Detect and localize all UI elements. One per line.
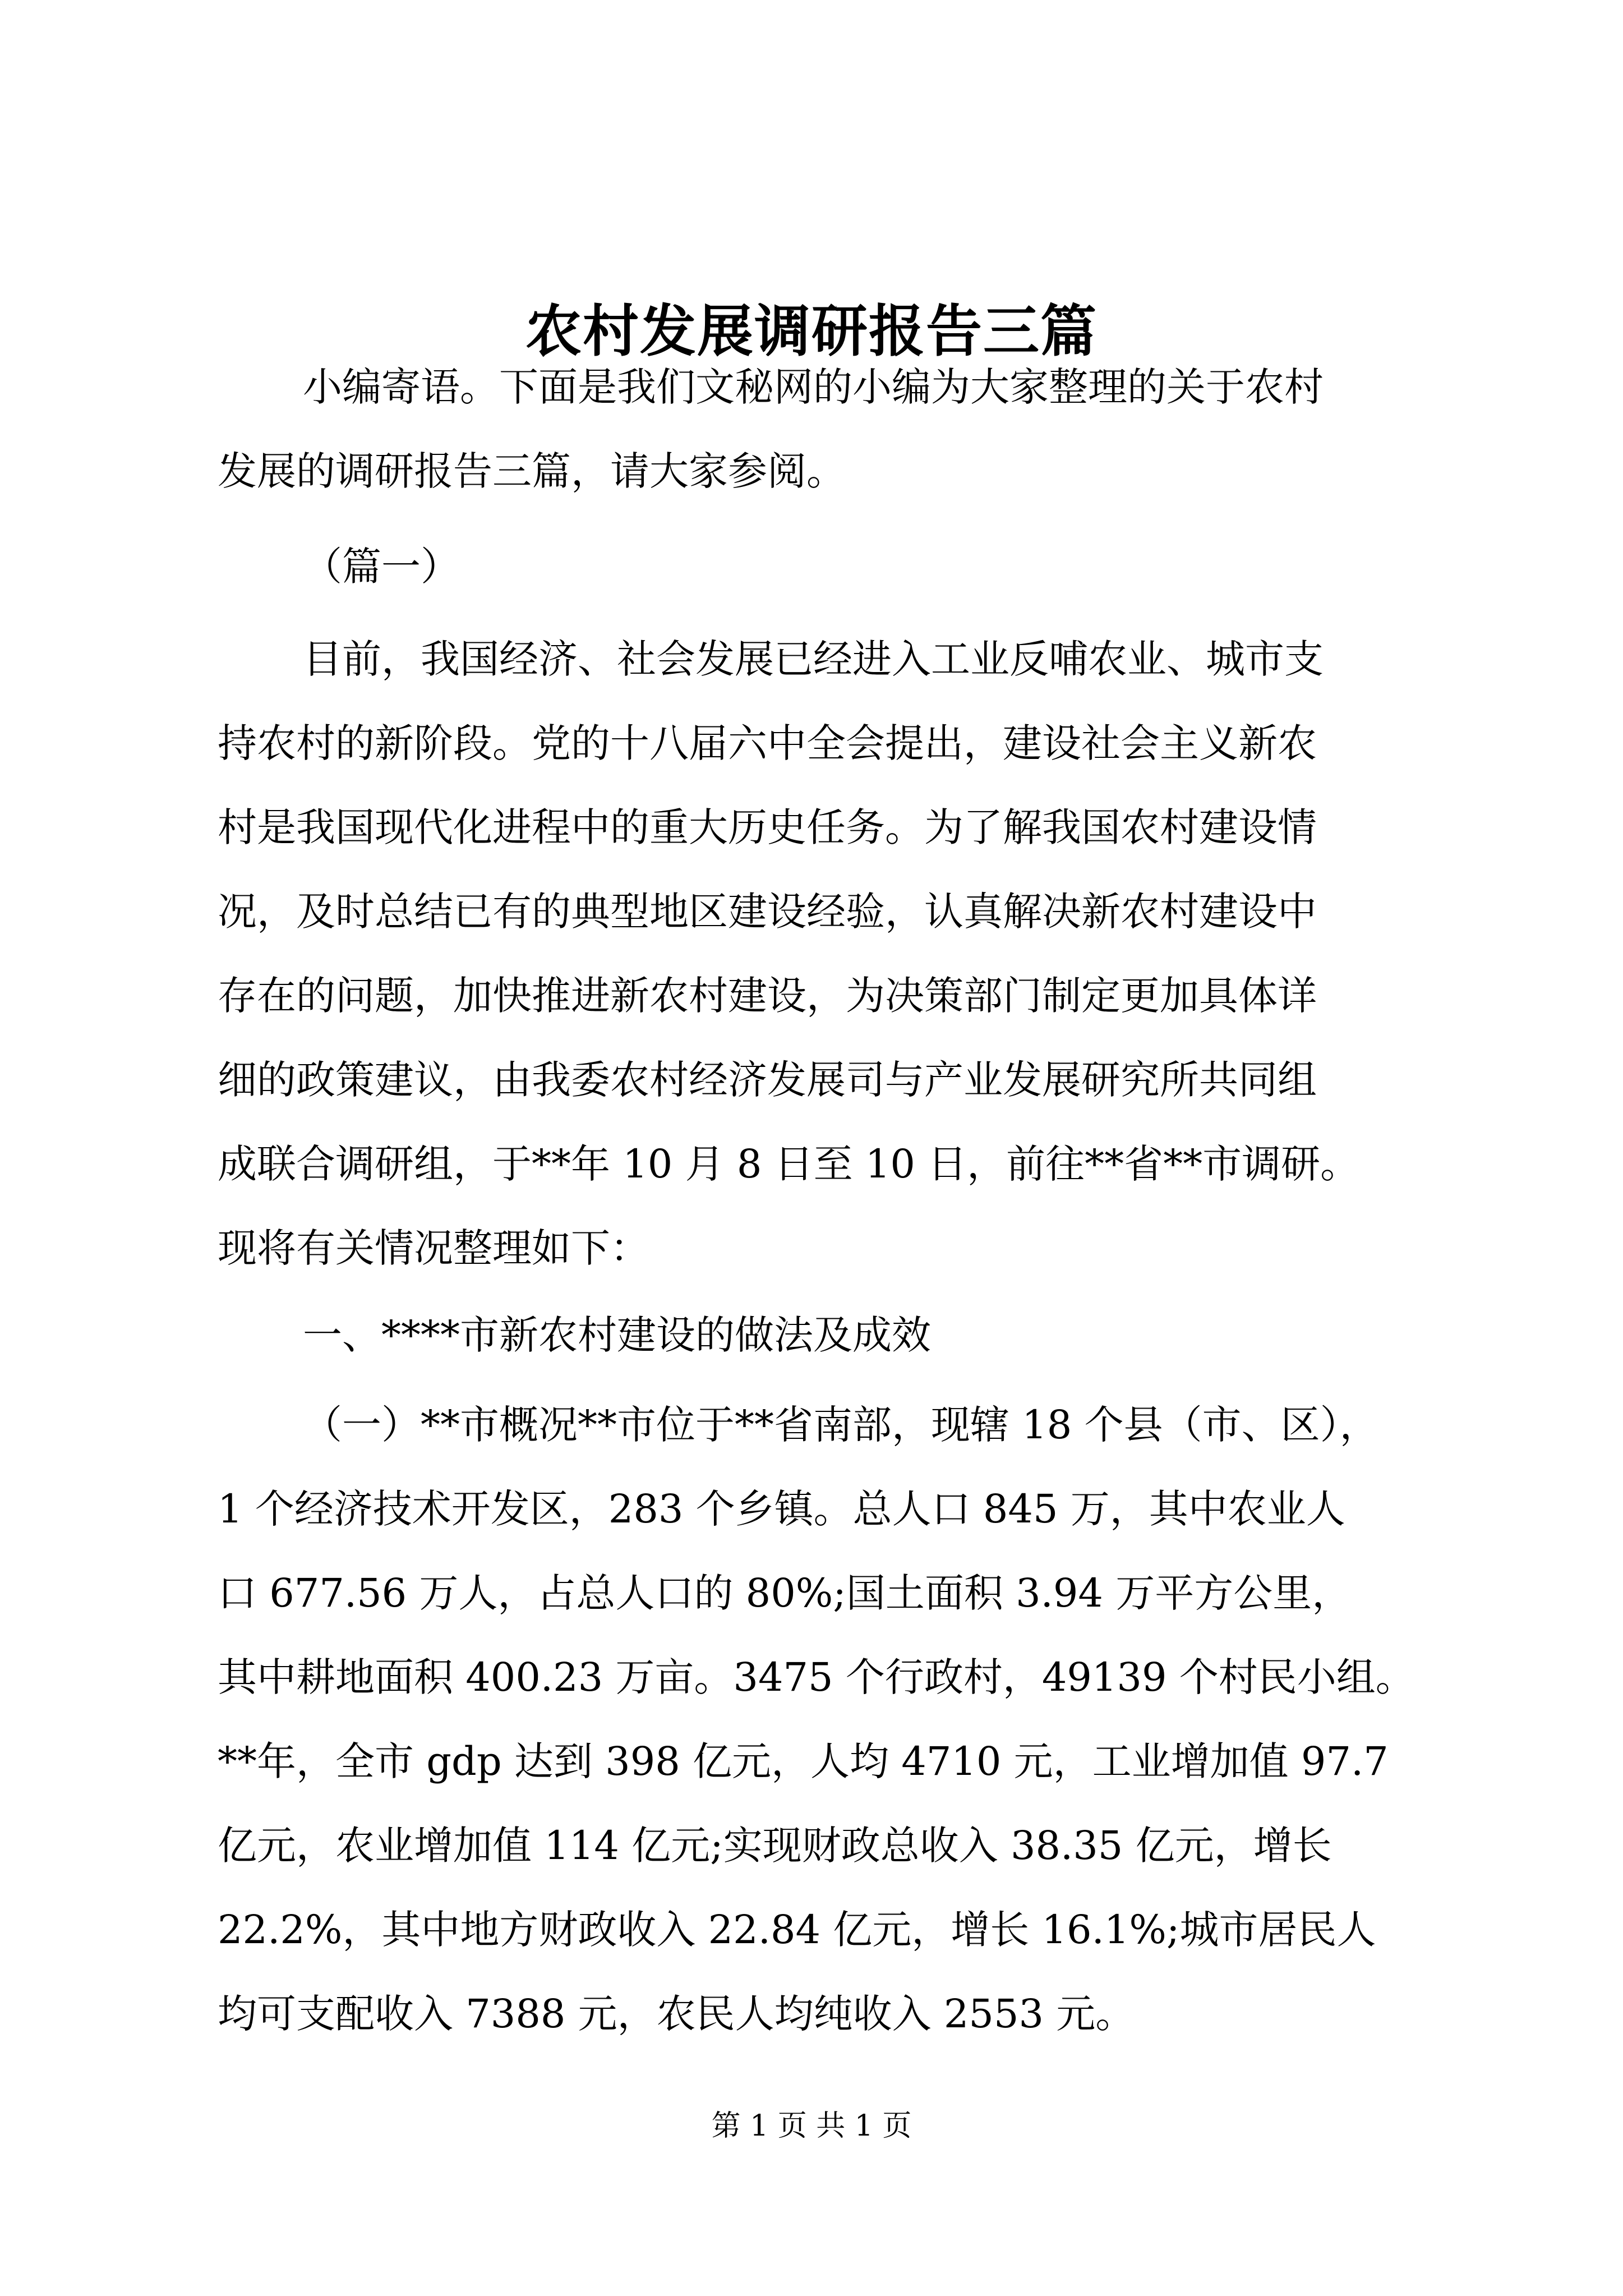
document-title: 农村发展调研报告三篇	[525, 298, 1098, 364]
paragraph-line: 况，及时总结已有的典型地区建设经验，认真解决新农村建设中	[218, 889, 1317, 935]
paragraph-line: （篇一）	[303, 544, 460, 590]
paragraph-line: 22.2%，其中地方财政收入 22.84 亿元，增长 16.1%;城市居民人	[218, 1907, 1376, 1953]
paragraph-line: 小编寄语。下面是我们文秘网的小编为大家整理的关于农村	[303, 364, 1324, 410]
paragraph-line: 现将有关情况整理如下：	[218, 1225, 649, 1271]
paragraph-line: 村是我国现代化进程中的重大历史任务。为了解我国农村建设情	[218, 804, 1317, 850]
paragraph-line: 均可支配收入 7388 元，农民人均纯收入 2553 元。	[218, 1991, 1135, 2037]
paragraph-line: 细的政策建议，由我委农村经济发展司与产业发展研究所共同组	[218, 1057, 1317, 1103]
paragraph-line: **年，全市 gdp 达到 398 亿元，人均 4710 元，工业增加值 97.7	[218, 1738, 1389, 1784]
page-footer: 第 1 页 共 1 页	[711, 2109, 912, 2143]
paragraph-line: 口 677.56 万人，占总人口的 80%;国土面积 3.94 万平方公里，	[218, 1570, 1352, 1616]
section-heading: 一、****市新农村建设的做法及成效	[303, 1312, 931, 1358]
paragraph-line: 发展的调研报告三篇，请大家参阅。	[218, 448, 846, 494]
paragraph-line: 持农村的新阶段。党的十八届六中全会提出，建设社会主义新农	[218, 720, 1317, 766]
paragraph-line: （一）**市概况**市位于**省南部，现辖 18 个县（市、区），	[303, 1402, 1379, 1448]
paragraph-line: 其中耕地面积 400.23 万亩。3475 个行政村，49139 个村民小组。	[218, 1654, 1415, 1700]
paragraph-line: 亿元，农业增加值 114 亿元;实现财政总收入 38.35 亿元，增长	[218, 1823, 1332, 1869]
paragraph-line: 存在的问题，加快推进新农村建设，为决策部门制定更加具体详	[218, 973, 1317, 1019]
paragraph-line: 目前，我国经济、社会发展已经进入工业反哺农业、城市支	[303, 636, 1324, 682]
paragraph-line: 1 个经济技术开发区，283 个乡镇。总人口 845 万，其中农业人	[218, 1486, 1345, 1532]
paragraph-line: 成联合调研组，于**年 10 月 8 日至 10 日，前往**省**市调研。	[218, 1141, 1360, 1187]
